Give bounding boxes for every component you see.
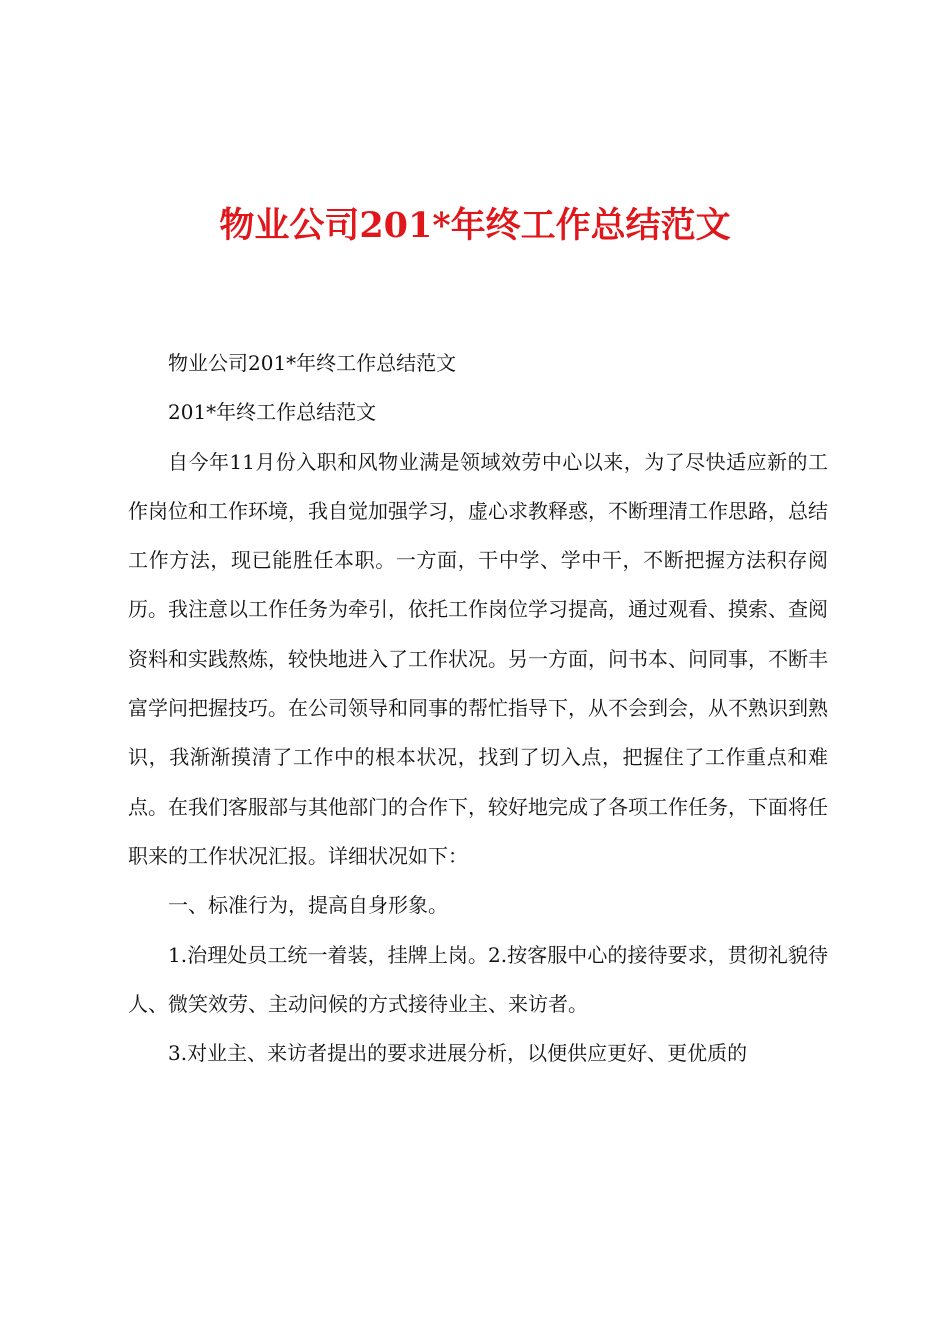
document-body — [128, 339, 828, 1078]
paragraph-subtitle: 201*年终工作总结范文 — [168, 400, 377, 425]
paragraph-item-1-2: 1.治理处员工统一着装，挂牌上岗。2.按客服中心的接待要求，贯彻礼貌待人、微笑效劳、主动问候的方式接待业主、来访者。 — [128, 942, 828, 1016]
paragraph-intro: 自今年11月份入职和风物业满是领域效劳中心以来，为了尽快适应新的工作岗位和工作环境，我自觉加强学习，虚心求教释惑，不断理清工作思路，总结工作方法，现已能胜任本职。一方面，干中学、学中干，不断把握方法积存阅历。我注意以工作任务为牵引，依托工作岗位学习提高，通过观看、摸索、查阅资料和实践熬炼，较快地进入了工作状况。另一方面，问书本、问同事，不断丰富学问把握技巧。在公司领导和同事的帮忙指导下，从不会到会，从不熟识到熟识，我渐渐摸清了工作中的根本状况，找到了切入点，把握住了工作重点和难点。在我们客服部与其他部门的合作下，较好地完成了各项工作任务，下面将任职来的工作状况汇报。详细状况如下： — [128, 449, 828, 868]
paragraph-section-heading: 一、标准行为，提高自身形象。 — [168, 893, 448, 918]
paragraph-item-3: 3.对业主、来访者提出的要求进展分析，以便供应更好、更优质的 — [168, 1041, 748, 1066]
paragraph-heading-repeat: 物业公司201*年终工作总结范文 — [168, 351, 457, 375]
document-title: 物业公司201*年终工作总结范文 — [219, 205, 731, 246]
